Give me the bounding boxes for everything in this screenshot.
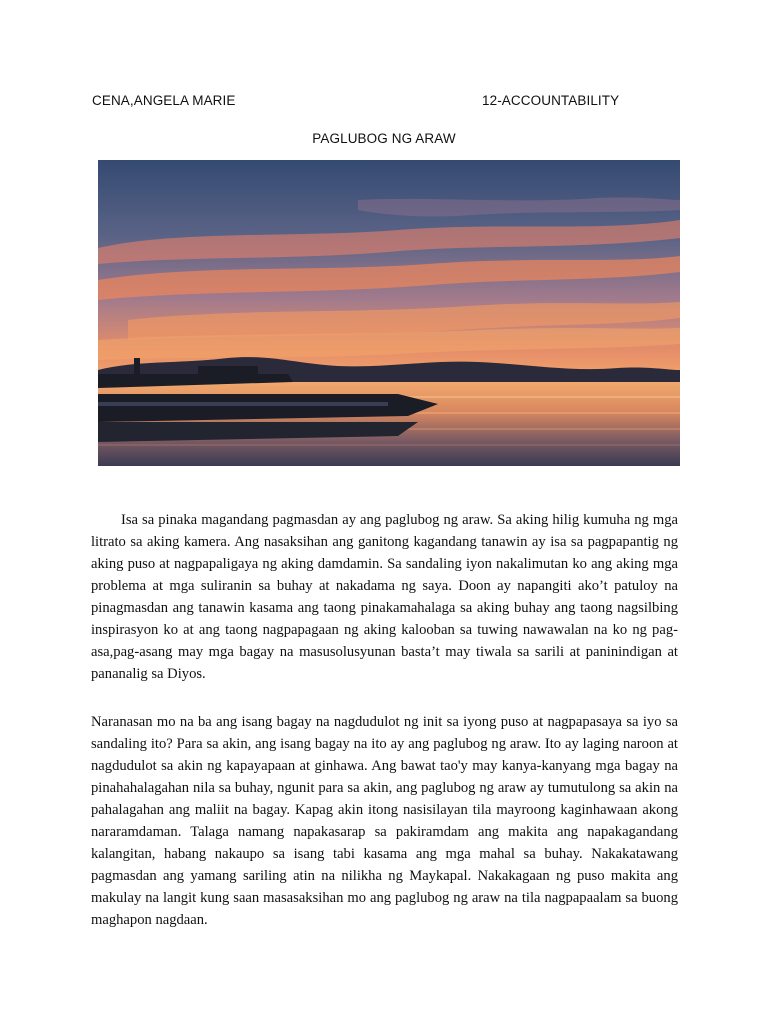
sunset-illustration [98, 160, 680, 466]
class-section: 12-ACCOUNTABILITY [482, 93, 620, 108]
document-title: PAGLUBOG NG ARAW [312, 131, 456, 146]
paragraph-1: Isa sa pinaka magandang pagmasdan ay ang paglubog ng araw. Sa aking hilig kumuha ng mga litrato sa aking kamera. Ang nasaksihan ang ganitong kagandang tanawin ay isa sa pagpapantig ng aking puso at nagpapaligaya ng aking damdamin. Sa sandaling iyon nakalimutan ko ang aking mga problema at mga suliranin sa buhay at nakadama ng saya. Doon ay napangiti ako’t patuloy na pinagmasdan ang tanawin kasama ang taong pinakamahalaga sa aking buhay ang taong nagsilbing inspirasyon ko at ang taong nagpapagaan ng aking kalooban sa tuwing nawawalan na ko ng pag-asa,pag-asang may mga bagay na masusolusyunan basta’t may tiwala sa sarili at paninindigan at pananalig sa Diyos. [91, 512, 678, 682]
sunset-photo [98, 160, 680, 466]
paragraph-2: Naranasan mo na ba ang isang bagay na nagdudulot ng init sa iyong puso at nagpapasaya sa iyo sa sandaling ito? Para sa akin, ang isang bagay na ito ay ang paglubog ng araw. Ito ay laging naroon at nagdudulot sa akin ng kapayapaan at ginhawa. Ang bawat tao'y may kanya-kanyang mga bagay na pinahahalagahan nila sa buhay, ngunit para sa akin, ang paglubog ng araw ay tumutulong sa akin na pahalagahan ang maliit na bagay. Kapag akin itong nasisilayan tila mayroong kaginhawaan akong nararamdaman. Talaga namang napakasarap sa pakiramdam ang makita ang napakagandang kalangitan, habang nakaupo sa isang tabi kasama ang mga mahal sa buhay. Nakakatawang pagmasdan ang yamang sariling atin na nilikha ng Maykapal. Nakakagaan ng puso makita ang makulay na langit kung saan masasaksihan mo ang paglubog ng araw na tila nagpapaalam sa buong maghapon nagdaan. [91, 714, 678, 928]
author-name: CENA,ANGELA MARIE [92, 93, 236, 108]
